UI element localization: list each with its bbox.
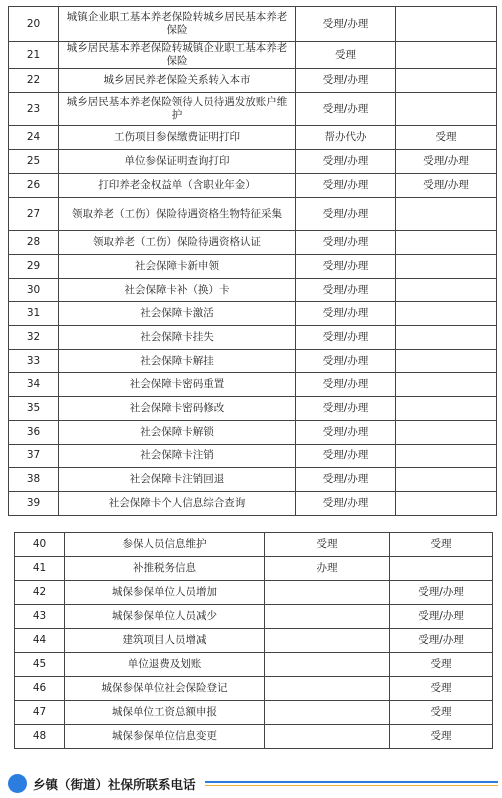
service-status-primary (265, 701, 390, 725)
service-status-secondary (396, 7, 497, 42)
table-row (15, 581, 493, 605)
table-row (9, 255, 497, 279)
row-number: 32 (9, 326, 59, 350)
service-name: 社会保障卡挂失 (59, 326, 296, 350)
table-row (9, 349, 497, 373)
service-status-secondary (396, 444, 497, 468)
service-status-secondary: 受理 (390, 653, 493, 677)
table-row (9, 69, 497, 93)
table-row (9, 278, 497, 302)
service-status-secondary (396, 302, 497, 326)
service-status-primary (265, 677, 390, 701)
service-status-secondary: 受理 (396, 126, 497, 150)
services-table-top-body (9, 7, 497, 516)
row-number: 29 (9, 255, 59, 279)
service-status-primary: 受理/办理 (296, 302, 396, 326)
section-title: 乡镇（街道）社保所联系电话 (33, 777, 196, 792)
table-row (9, 373, 497, 397)
service-status-primary: 受理/办理 (296, 278, 396, 302)
service-status-secondary (396, 468, 497, 492)
row-number: 41 (15, 557, 65, 581)
service-status-secondary (396, 349, 497, 373)
service-status-primary (265, 725, 390, 749)
service-name: 社会保障卡个人信息综合查询 (59, 491, 296, 515)
table-row (9, 231, 497, 255)
service-status-secondary (396, 373, 497, 397)
service-status-primary (265, 653, 390, 677)
service-status-primary: 受理 (296, 42, 396, 69)
service-name: 城乡居民养老保险关系转入本市 (59, 69, 296, 93)
table-row (9, 420, 497, 444)
service-status-secondary (396, 326, 497, 350)
service-name: 社会保障卡解挂 (59, 349, 296, 373)
service-name: 领取养老（工伤）保险待遇资格生物特征采集 (59, 198, 296, 231)
service-status-primary: 受理/办理 (296, 7, 396, 42)
table-row (15, 557, 493, 581)
row-number: 37 (9, 444, 59, 468)
table-row (9, 397, 497, 421)
row-number: 48 (15, 725, 65, 749)
row-number: 25 (9, 150, 59, 174)
service-status-primary: 受理/办理 (296, 93, 396, 126)
service-name: 城保单位工资总额申报 (65, 701, 265, 725)
service-status-secondary: 受理 (390, 677, 493, 701)
service-status-primary: 受理/办理 (296, 326, 396, 350)
service-name: 社会保障卡新申领 (59, 255, 296, 279)
row-number: 28 (9, 231, 59, 255)
service-status-primary (265, 581, 390, 605)
service-status-primary: 帮办代办 (296, 126, 396, 150)
service-status-secondary (396, 397, 497, 421)
service-name: 社会保障卡激活 (59, 302, 296, 326)
services-table-top (8, 6, 497, 516)
row-number: 33 (9, 349, 59, 373)
row-number: 35 (9, 397, 59, 421)
row-number: 34 (9, 373, 59, 397)
table-row (15, 653, 493, 677)
service-status-secondary: 受理/办理 (390, 581, 493, 605)
table-row (15, 725, 493, 749)
row-number: 38 (9, 468, 59, 492)
table-row (9, 302, 497, 326)
row-number: 27 (9, 198, 59, 231)
service-status-primary: 受理/办理 (296, 468, 396, 492)
service-status-primary: 受理/办理 (296, 255, 396, 279)
table-row (9, 42, 497, 69)
table-row (9, 126, 497, 150)
service-name: 参保人员信息维护 (65, 533, 265, 557)
row-number: 42 (15, 581, 65, 605)
service-name: 单位参保证明查询打印 (59, 150, 296, 174)
row-number: 40 (15, 533, 65, 557)
service-status-primary: 受理 (265, 533, 390, 557)
service-name: 单位退费及划账 (65, 653, 265, 677)
service-status-secondary (396, 278, 497, 302)
service-status-primary (265, 605, 390, 629)
row-number: 26 (9, 174, 59, 198)
service-name: 城乡居民基本养老保险转城镇企业职工基本养老保险 (59, 42, 296, 69)
service-status-secondary: 受理 (390, 725, 493, 749)
table-row (9, 150, 497, 174)
service-status-secondary: 受理/办理 (396, 174, 497, 198)
row-number: 31 (9, 302, 59, 326)
service-status-primary: 受理/办理 (296, 349, 396, 373)
row-number: 46 (15, 677, 65, 701)
service-name: 社会保障卡注销回退 (59, 468, 296, 492)
row-number: 22 (9, 69, 59, 93)
row-number: 24 (9, 126, 59, 150)
service-status-primary: 受理/办理 (296, 491, 396, 515)
service-name: 社会保障卡解锁 (59, 420, 296, 444)
table-row (15, 629, 493, 653)
row-number: 30 (9, 278, 59, 302)
service-name: 打印养老金权益单（含职业年金） (59, 174, 296, 198)
service-status-primary: 受理/办理 (296, 397, 396, 421)
service-status-secondary (396, 69, 497, 93)
service-name: 城乡居民基本养老保险领待人员待遇发放账户维护 (59, 93, 296, 126)
service-status-secondary (390, 557, 493, 581)
service-status-primary: 受理/办理 (296, 444, 396, 468)
service-status-secondary (396, 198, 497, 231)
row-number: 43 (15, 605, 65, 629)
service-status-secondary (396, 231, 497, 255)
service-status-secondary: 受理/办理 (390, 605, 493, 629)
table-row (9, 7, 497, 42)
service-status-primary (265, 629, 390, 653)
service-status-secondary: 受理 (390, 533, 493, 557)
service-status-secondary: 受理/办理 (396, 150, 497, 174)
service-status-primary: 受理/办理 (296, 231, 396, 255)
table-row (9, 444, 497, 468)
row-number: 36 (9, 420, 59, 444)
service-status-secondary: 受理/办理 (390, 629, 493, 653)
service-name: 城镇企业职工基本养老保险转城乡居民基本养老保险 (59, 7, 296, 42)
service-status-secondary (396, 255, 497, 279)
table-row (9, 174, 497, 198)
table-row (9, 468, 497, 492)
row-number: 44 (15, 629, 65, 653)
service-status-primary: 受理/办理 (296, 373, 396, 397)
table-row (9, 491, 497, 515)
divider-line (205, 781, 498, 783)
service-status-secondary: 受理 (390, 701, 493, 725)
service-name: 社会保障卡补（换）卡 (59, 278, 296, 302)
service-status-secondary (396, 491, 497, 515)
service-name: 领取养老（工伤）保险待遇资格认证 (59, 231, 296, 255)
service-name: 社会保障卡密码重置 (59, 373, 296, 397)
row-number: 21 (9, 42, 59, 69)
services-table-bottom (14, 532, 493, 749)
service-status-secondary (396, 93, 497, 126)
section-footer (8, 772, 498, 794)
row-number: 45 (15, 653, 65, 677)
divider-accent-line (205, 785, 498, 786)
service-status-primary: 办理 (265, 557, 390, 581)
service-status-primary: 受理/办理 (296, 420, 396, 444)
table-row (9, 326, 497, 350)
table-row (15, 533, 493, 557)
bullet-circle-icon (8, 774, 27, 793)
row-number: 47 (15, 701, 65, 725)
row-number: 23 (9, 93, 59, 126)
service-status-primary: 受理/办理 (296, 69, 396, 93)
service-name: 社会保障卡注销 (59, 444, 296, 468)
table-row (9, 93, 497, 126)
service-name: 社会保障卡密码修改 (59, 397, 296, 421)
service-status-secondary (396, 420, 497, 444)
table-row (15, 605, 493, 629)
service-name: 城保参保单位信息变更 (65, 725, 265, 749)
service-name: 城保参保单位社会保险登记 (65, 677, 265, 701)
service-name: 补推税务信息 (65, 557, 265, 581)
service-name: 城保参保单位人员减少 (65, 605, 265, 629)
service-status-primary: 受理/办理 (296, 198, 396, 231)
services-table-bottom-body (15, 533, 493, 749)
table-row (9, 198, 497, 231)
service-name: 建筑项目人员增减 (65, 629, 265, 653)
row-number: 39 (9, 491, 59, 515)
row-number: 20 (9, 7, 59, 42)
table-row (15, 677, 493, 701)
service-status-secondary (396, 42, 497, 69)
service-status-primary: 受理/办理 (296, 150, 396, 174)
service-name: 城保参保单位人员增加 (65, 581, 265, 605)
table-row (15, 701, 493, 725)
service-name: 工伤项目参保缴费证明打印 (59, 126, 296, 150)
service-status-primary: 受理/办理 (296, 174, 396, 198)
